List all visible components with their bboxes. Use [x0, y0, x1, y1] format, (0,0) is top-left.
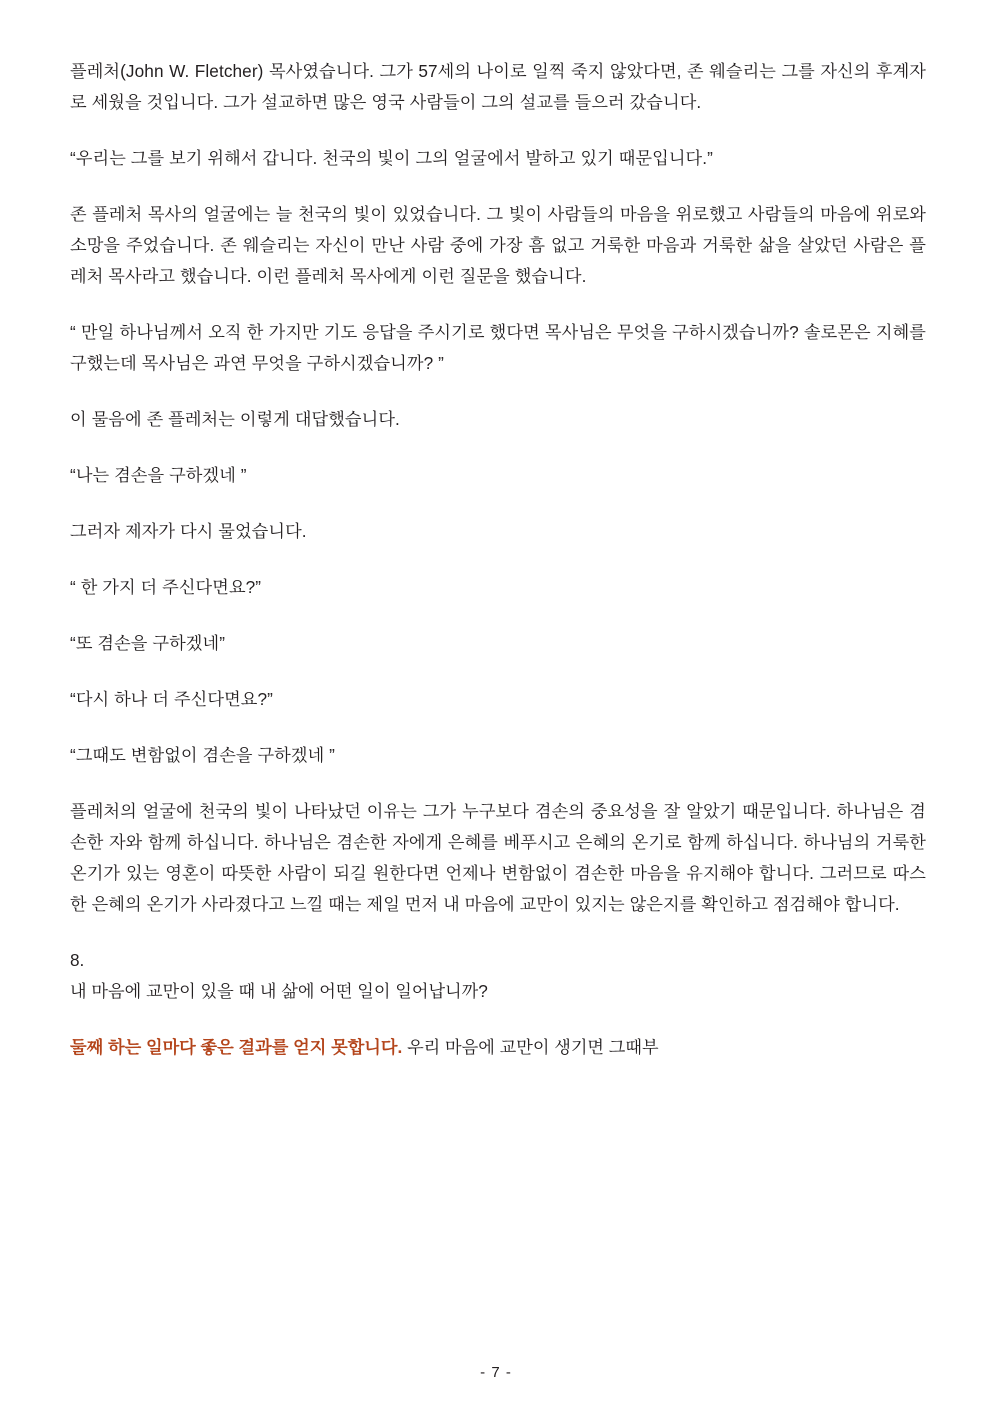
paragraph: “나는 겸손을 구하겠네 ” — [70, 465, 247, 485]
document-body — [70, 56, 926, 1063]
question-number: 8. — [70, 950, 85, 970]
paragraph: 플레처의 얼굴에 천국의 빛이 나타났던 이유는 그가 누구보다 겸손의 중요성을 잘 알았기 때문입니다. 하나님은 겸손한 자와 함께 하십니다. 하나님은 겸손한 자에게 은혜를 베푸시고 은혜의 온기로 함께 하십니다. 하나님의 거룩한 온기가 있는 영혼이 따뜻한 사람이 되길 원한다면 언제나 변함없이 겸손한 마음을 유지해야 합니다. 그러므로 따스한 은혜의 온기가 사라졌다고 느낄 때는 제일 먼저 내 마음에 교만이 있지는 않은지를 확인하고 점검해야 합니다. — [70, 801, 926, 914]
paragraph: “또 겸손을 구하겠네” — [70, 633, 226, 653]
final-paragraph — [70, 1032, 926, 1063]
paragraph: “ 한 가지 더 주신다면요?” — [70, 577, 262, 597]
highlighted-heading: 둘째 하는 일마다 좋은 결과를 얻지 못합니다. — [70, 1037, 403, 1057]
paragraph: 존 플레처 목사의 얼굴에는 늘 천국의 빛이 있었습니다. 그 빛이 사람들의 마음을 위로했고 사람들의 마음에 위로와 소망을 주었습니다. 존 웨슬리는 자신이 만난 사람 중에 가장 흠 없고 거룩한 마음과 거룩한 삶을 살았던 사람은 플레처 목사라고 했습니다. 이런 플레처 목사에게 이런 질문을 했습니다. — [70, 204, 926, 286]
paragraph: 그러자 제자가 다시 물었습니다. — [70, 521, 307, 541]
final-paragraph-rest: 우리 마음에 교만이 생기면 그때부 — [402, 1037, 659, 1057]
paragraph: “그때도 변함없이 겸손을 구하겠네 ” — [70, 745, 335, 765]
page-number: - 7 - — [480, 1364, 512, 1381]
paragraph: “다시 하나 더 주신다면요?” — [70, 689, 273, 709]
paragraph: 이 물음에 존 플레처는 이렇게 대답했습니다. — [70, 409, 400, 429]
paragraph: “우리는 그를 보기 위해서 갑니다. 천국의 빛이 그의 얼굴에서 발하고 있기 때문입니다.” — [70, 148, 713, 168]
paragraph: 플레처(John W. Fletcher) 목사였습니다. 그가 57세의 나이로 일찍 죽지 않았다면, 존 웨슬리는 그를 자신의 후계자로 세웠을 것입니다. 그가 설교하면 많은 영국 사람들이 그의 설교를 들으러 갔습니다. — [70, 61, 926, 112]
question-text: 내 마음에 교만이 있을 때 내 삶에 어떤 일이 일어납니까? — [70, 981, 488, 1001]
paragraph: “ 만일 하나님께서 오직 한 가지만 기도 응답을 주시기로 했다면 목사님은 무엇을 구하시겠습니까? 솔로몬은 지혜를 구했는데 목사님은 과연 무엇을 구하시겠습니까? ” — [70, 322, 926, 373]
